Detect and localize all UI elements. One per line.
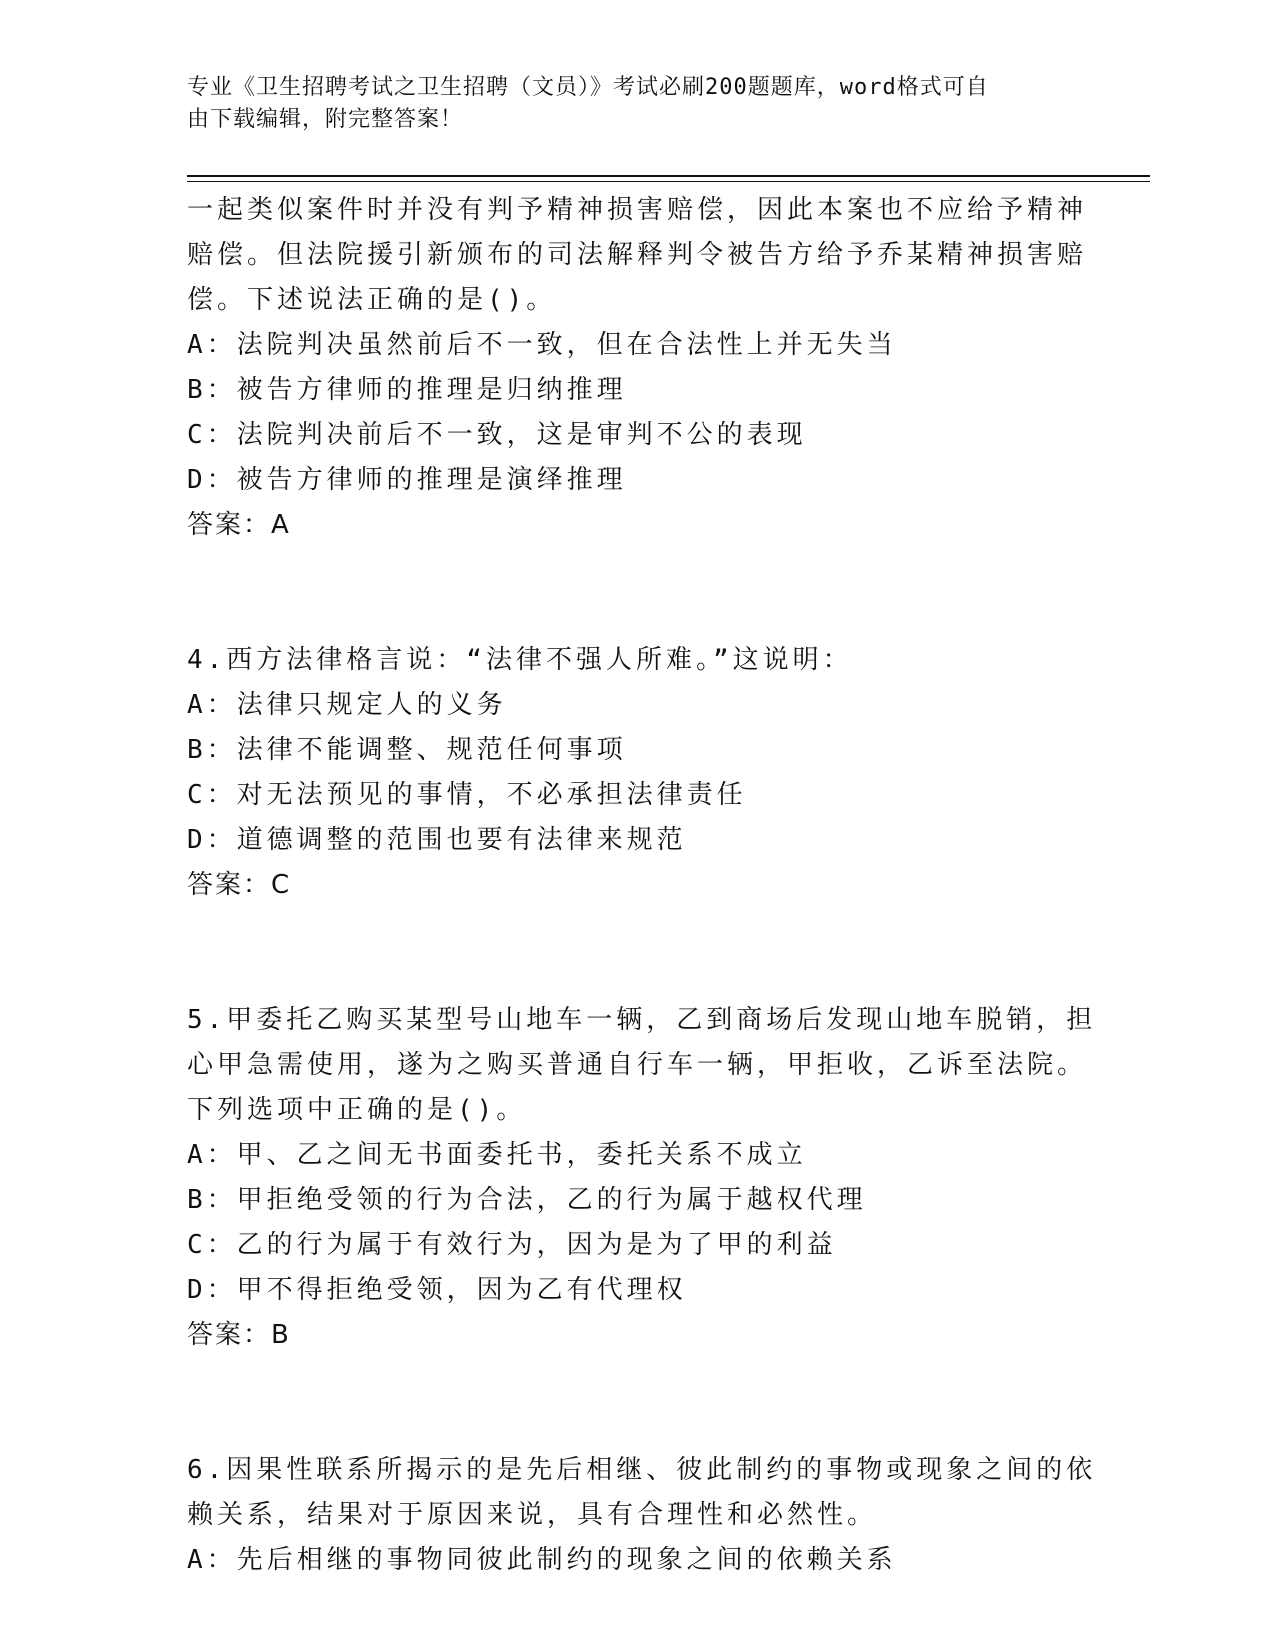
header-rule-thick [187,175,1150,177]
option-d: D：道德调整的范围也要有法律来规范 [187,825,687,855]
spacer [187,1358,1067,1448]
header-line: 专业《卫生招聘考试之卫生招聘（文员）》考试必刷200题题库，word格式可自 [187,75,989,100]
option-c: C：法院判决前后不一致，这是审判不公的表现 [187,420,807,450]
option-a: A：法院判决虽然前后不一致，但在合法性上并无失当 [187,330,897,360]
question-stem-line: 一起类似案件时并没有判予精神损害赔偿，因此本案也不应给予精神 [187,195,1088,225]
question-stem-line: 偿。下述说法正确的是()。 [187,285,557,315]
question-stem-line: 赖关系，结果对于原因来说，具有合理性和必然性。 [187,1500,878,1530]
option-a: A：甲、乙之间无书面委托书，委托关系不成立 [187,1140,807,1170]
question-3 [187,188,1088,548]
question-stem-line: 4.西方法律格言说：“法律不强人所难。”这说明： [187,645,853,675]
question-6 [187,1448,1097,1583]
answer-line: 答案：B [187,1320,291,1350]
option-d: D：被告方律师的推理是演绎推理 [187,465,627,495]
answer-line: 答案：A [187,510,291,540]
document-body [187,188,1097,1583]
question-stem-line: 心甲急需使用，遂为之购买普通自行车一辆，甲拒收，乙诉至法院。 [187,1050,1088,1080]
document-header [187,72,1067,136]
question-stem-line: 6.因果性联系所揭示的是先后相继、彼此制约的事物或现象之间的依 [187,1455,1097,1485]
option-b: B：被告方律师的推理是归纳推理 [187,375,627,405]
spacer [187,548,1067,638]
question-4 [187,638,1067,908]
question-stem-line: 赔偿。但法院援引新颁布的司法解释判令被告方给予乔某精神损害赔 [187,240,1088,270]
spacer [187,908,1067,998]
option-a: A：先后相继的事物同彼此制约的现象之间的依赖关系 [187,1545,897,1575]
question-stem-line: 5.甲委托乙购买某型号山地车一辆，乙到商场后发现山地车脱销，担 [187,1005,1097,1035]
option-b: B：甲拒绝受领的行为合法，乙的行为属于越权代理 [187,1185,867,1215]
answer-line: 答案：C [187,870,292,900]
option-b: B：法律不能调整、规范任何事项 [187,735,627,765]
question-stem-line: 下列选项中正确的是()。 [187,1095,527,1125]
option-c: C：对无法预见的事情，不必承担法律责任 [187,780,747,810]
option-c: C：乙的行为属于有效行为，因为是为了甲的利益 [187,1230,837,1260]
header-line: 由下载编辑，附完整答案！ [187,107,464,132]
option-d: D：甲不得拒绝受领，因为乙有代理权 [187,1275,687,1305]
header-rule-thin [187,181,1150,182]
question-5 [187,998,1097,1358]
option-a: A：法律只规定人的义务 [187,690,507,720]
